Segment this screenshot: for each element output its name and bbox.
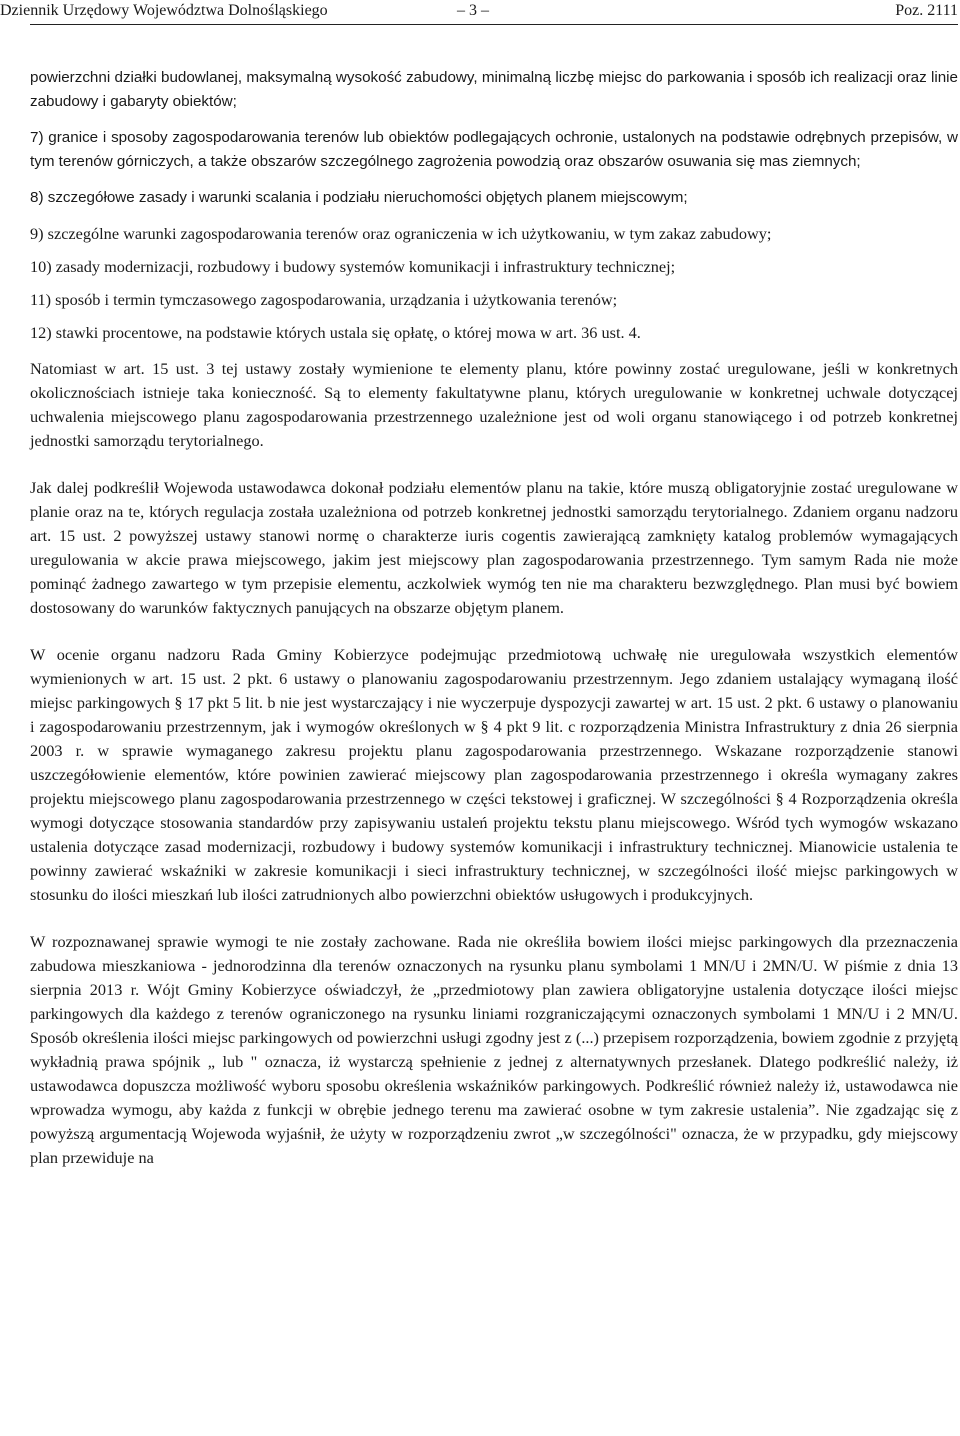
position-number: Poz. 2111 <box>895 2 958 19</box>
paragraph-art-15-ust-3: Natomiast w art. 15 ust. 3 tej ustawy zostały wymienione te elementy planu, które powinny zostać uregulowane, jeśli w konkretnych okolicznościach istnieje taka konieczność. Są to elementy fakultatywne planu, których uregulowanie w konkretnej uchwale dotyczącej uchwalenia miejscowego planu zagospodarowania przestrzennego uzależnione jest od woli organu stanowiącego i od potrzeb konkretnej jednostki samorządu terytorialnego. <box>30 359 958 450</box>
list-item-7: 7) granice i sposoby zagospodarowania terenów lub obiektów podlegających ochronie, ustalonych na podstawie odrębnych przepisów, w tym terenów górniczych, a także obszarów szczególnego zagrożenia powodzią oraz obszarów osuwania się mas ziemnych; <box>30 129 958 170</box>
document-body <box>30 66 958 1170</box>
page-number: – 3 – <box>457 2 489 19</box>
list-item-10: 10) zasady modernizacji, rozbudowy i budowy systemów komunikacji i infrastruktury technicznej; <box>30 257 676 276</box>
list-item-11: 11) sposób i termin tymczasowego zagospodarowania, urządzania i użytkowania terenów; <box>30 290 618 309</box>
running-header <box>0 0 958 25</box>
list-item-8: 8) szczegółowe zasady i warunki scalania i podziału nieruchomości objętych planem miejscowym; <box>30 189 688 206</box>
paragraph-continuation: powierzchni działki budowlanej, maksymalną wysokość zabudowy, minimalną liczbę miejsc do parkowania i sposób ich realizacji oraz linie zabudowy i gabaryty obiektów; <box>30 69 958 110</box>
list-item-12: 12) stawki procentowe, na podstawie których ustala się opłatę, o której mowa w art. 36 ust. 4. <box>30 323 641 342</box>
paragraph-wojewoda-podzial: Jak dalej podkreślił Wojewoda ustawodawca dokonał podziału elementów planu na takie, które muszą obligatoryjnie zostać uregulowane w planie oraz na te, których regulacja została uzależniona od potrzeb konkretnej jednostki samorządu terytorialnego. Zdaniem organu nadzoru art. 15 ust. 2 powyższej ustawy stanowi normę o charakterze iuris cogentis zawierającą zamknięty katalog problemów wymagających uregulowania w akcie prawa miejscowego, jakim jest miejscowy plan zagospodarowania przestrzennego. Tym samym Rada nie może pominąć żadnego zawartego w tym przepisie elementu, aczkolwiek wymóg ten nie ma charakteru bezwzględnego. Plan musi być bowiem dostosowany do warunków faktycznych panujących na obszarze objętym planem. <box>30 478 958 617</box>
list-item-9: 9) szczególne warunki zagospodarowania terenów oraz ograniczenia w ich użytkowaniu, w tym zakaz zabudowy; <box>30 224 772 243</box>
paragraph-ocena-organu-nadzoru: W ocenie organu nadzoru Rada Gminy Kobierzyce podejmując przedmiotową uchwałę nie uregulowała wszystkich elementów wymienionych w art. 15 ust. 2 pkt. 6 ustawy o planowaniu zagospodarowaniu przestrzennym. Jego zdaniem ustalający wymaganą ilość miejsc parkingowych § 17 pkt 5 lit. b nie jest wystarczający i nie wyczerpuje dyspozycji zawartej w art. 15 ust. 2 pkt. 6 ustawy o planowaniu i zagospodarowaniu przestrzennym, jak i wymogów określonych w § 4 pkt 9 lit. c rozporządzenia Ministra Infrastruktury z dnia 26 sierpnia 2003 r. w sprawie wymaganego zakresu projektu planu zagospodarowania przestrzennego. Wskazane rozporządzenie stanowi uszczegółowienie elementów, które powinien zawierać miejscowy plan zagospodarowania przestrzennego i określa wymagany zakres projektu miejscowego planu zagospodarowania przestrzennego w części tekstowej i graficznej. W szczególności § 4 Rozporządzenia określa wymogi dotyczące stosowania standardów przy zapisywaniu ustaleń projektu tekstu planu miejscowego. Wśród tych wymogów wskazano ustalenia dotyczące zasad modernizacji, rozbudowy i budowy systemów komunikacji i infrastruktury technicznej. Mianowicie ustalenia te powinny zawierać wskaźniki w zakresie komunikacji i sieci infrastruktury technicznej, w szczególności ilość miejsc parkingowych w stosunku do ilości mieszkań lub ilości zatrudnionych albo powierzchni obiektów usługowych i produkcyjnych. <box>30 645 958 904</box>
journal-title: Dziennik Urzędowy Województwa Dolnośląskiego <box>0 2 328 19</box>
paragraph-rozpoznawana-sprawa: W rozpoznawanej sprawie wymogi te nie zostały zachowane. Rada nie określiła bowiem ilości miejsc parkingowych dla przeznaczenia zabudowa mieszkaniowa - jednorodzinna dla terenów oznaczonych na rysunku planu symbolami 1 MN/U i 2MN/U. W piśmie z dnia 13 sierpnia 2013 r. Wójt Gminy Kobierzyce oświadczył, że „przedmiotowy plan zawiera obligatoryjne ustalenia dotyczące ilości miejsc parkingowych dla każdego z terenów ograniczonego na rysunku liniami rozgraniczającymi oznaczonych symbolami 1 MN/U i 2 MN/U. Sposób określenia ilości miejsc parkingowych od powierzchni usługi zgodny jest z (...) przepisem rozporządzenia, bowiem zgodnie z przyjętą wykładnią prawa spójnik „ lub " oznacza, iż wystarczą spełnienie z jednej z alternatywnych przesłanek. Dlatego podkreślić należy, iż ustawodawca dopuszcza możliwość wyboru sposobu określenia wskaźników parkingowych. Podkreślić również należy iż, ustawodawca nie wprowadza wymogu, aby każda z funkcji w obrębie jednego terenu ma zawierać osobne w tym zakresie ustalenia”. Nie zgadzając się z powyższą argumentacją Wojewoda wyjaśnił, że użyty w rozporządzeniu zwrot „w szczególności" oznacza, że w przypadku, gdy miejscowy plan przewiduje na <box>30 932 958 1167</box>
